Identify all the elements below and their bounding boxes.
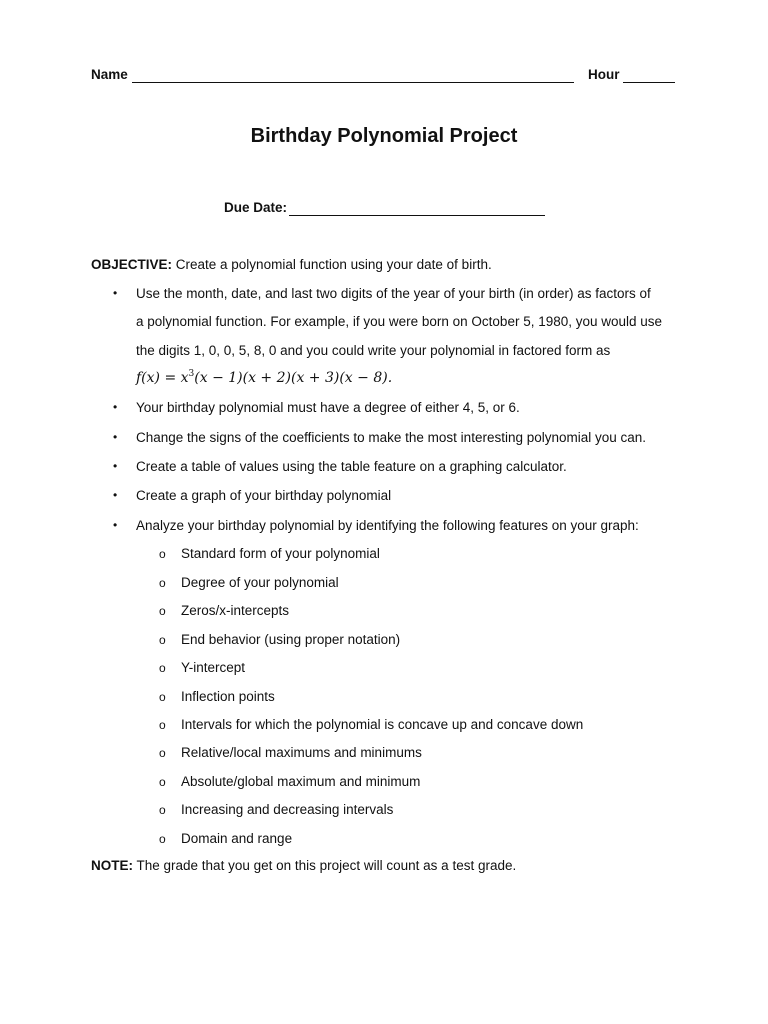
sub-bullet-marker: o <box>159 690 166 704</box>
sub-bullet-marker: o <box>159 775 166 789</box>
formula-exponent: 3 <box>188 369 195 379</box>
bullet-marker: • <box>113 459 118 473</box>
due-date-blank-line <box>289 215 545 216</box>
feature-item: Y-intercept <box>181 660 246 675</box>
formula-lhs: f(x) = x <box>136 370 189 386</box>
hour-label: Hour <box>588 67 620 82</box>
sub-bullet-marker: o <box>159 832 166 846</box>
name-label: Name <box>91 67 128 82</box>
objective-paragraph <box>91 257 492 272</box>
feature-item: End behavior (using proper notation) <box>181 632 401 647</box>
bullet-marker: • <box>113 400 118 414</box>
sub-bullet-marker: o <box>159 547 166 561</box>
objective-text: Create a polynomial function using your date of birth. <box>172 257 492 272</box>
page-title: Birthday Polynomial Project <box>250 125 518 147</box>
sub-bullet-marker: o <box>159 604 166 618</box>
sub-bullet-marker: o <box>159 576 166 590</box>
note-paragraph <box>91 858 516 873</box>
formula-rhs: (x − 1)(x + 2)(x + 3)(x − 8). <box>194 370 393 386</box>
feature-item: Intervals for which the polynomial is concave up and concave down <box>181 717 584 732</box>
example-formula <box>136 369 392 386</box>
bullet-1-line-1: Use the month, date, and last two digits of the year of your birth (in order) as factors of <box>136 286 651 301</box>
hour-blank-line <box>623 82 675 83</box>
note-label: NOTE: <box>91 858 133 873</box>
bullet-marker: • <box>113 430 118 444</box>
feature-item: Degree of your polynomial <box>181 575 339 590</box>
feature-item: Domain and range <box>181 831 293 846</box>
bullet-1-line-3: the digits 1, 0, 0, 5, 8, 0 and you could write your polynomial in factored form as <box>136 343 611 358</box>
feature-item: Absolute/global maximum and minimum <box>181 774 421 789</box>
bullet-marker: • <box>113 488 118 502</box>
bullet-1-line-2: a polynomial function. For example, if you were born on October 5, 1980, you would use <box>136 314 663 329</box>
bullet-4-text: Create a table of values using the table feature on a graphing calculator. <box>136 459 567 474</box>
feature-item: Standard form of your polynomial <box>181 546 380 561</box>
sub-bullet-marker: o <box>159 661 166 675</box>
feature-item: Zeros/x-intercepts <box>181 603 290 618</box>
sub-bullet-marker: o <box>159 803 166 817</box>
bullet-5-text: Create a graph of your birthday polynomial <box>136 488 392 503</box>
objective-label: OBJECTIVE: <box>91 257 173 272</box>
sub-bullet-marker: o <box>159 746 166 760</box>
feature-item: Increasing and decreasing intervals <box>181 802 394 817</box>
sub-bullet-marker: o <box>159 718 166 732</box>
bullet-6-text: Analyze your birthday polynomial by identifying the following features on your graph: <box>136 518 639 533</box>
note-text: The grade that you get on this project will count as a test grade. <box>133 858 517 873</box>
bullet-marker: • <box>113 286 118 300</box>
feature-item: Relative/local maximums and minimums <box>181 745 422 760</box>
bullet-2-text: Your birthday polynomial must have a degree of either 4, 5, or 6. <box>136 400 520 415</box>
sub-bullet-marker: o <box>159 633 166 647</box>
due-date-label: Due Date: <box>224 200 288 215</box>
bullet-marker: • <box>113 518 118 532</box>
bullet-3-text: Change the signs of the coefficients to make the most interesting polynomial you can. <box>136 430 647 445</box>
name-blank-line <box>132 82 574 83</box>
feature-item: Inflection points <box>181 689 275 704</box>
